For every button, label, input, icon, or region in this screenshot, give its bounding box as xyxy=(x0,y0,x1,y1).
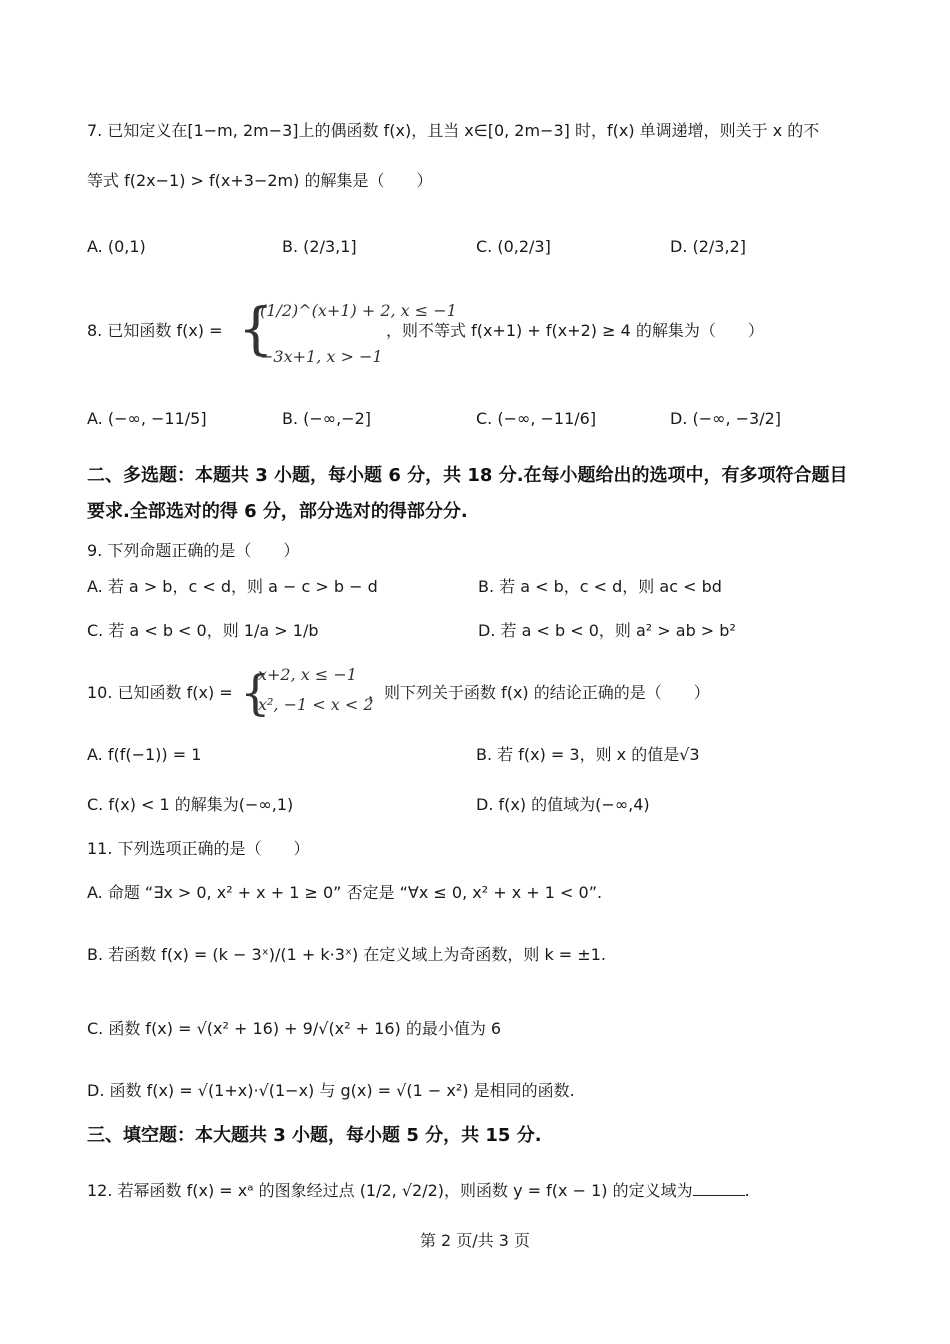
q11-stem: 11. 下列选项正确的是（ ） xyxy=(87,839,310,858)
section3-heading: 三、填空题：本大题共 3 小题，每小题 5 分，共 15 分. xyxy=(87,1125,542,1146)
q12-answer-blank xyxy=(693,1195,745,1196)
q12-suffix: . xyxy=(744,1181,750,1200)
q10-option-a: A. f(f(−1)) = 1 xyxy=(87,745,202,764)
q9-option-b: B. 若 a < b，c < d，则 ac < bd xyxy=(478,577,722,596)
page-footer: 第 2 页/共 3 页 xyxy=(419,1231,531,1250)
q7-option-d: D. (2/3,2] xyxy=(670,237,746,256)
q9-option-c: C. 若 a < b < 0，则 1/a > 1/b xyxy=(87,621,319,640)
q7-option-c: C. (0,2/3] xyxy=(476,237,551,256)
q9-stem: 9. 下列命题正确的是（ ） xyxy=(87,541,300,560)
q8-case1: (1/2)^(x+1) + 2, x ≤ −1 xyxy=(260,301,457,320)
q8-piecewise-brace: { xyxy=(238,297,274,362)
q12-prefix: 12. 若幂函数 f(x) = xᵃ 的图象经过点 (1/2, √2/2)，则函数 y = f(x − 1) 的定义域为 xyxy=(87,1181,693,1200)
q10-option-c: C. f(x) < 1 的解集为(−∞,1) xyxy=(87,795,294,814)
q9-option-a: A. 若 a > b，c < d，则 a − c > b − d xyxy=(87,577,378,596)
q11-option-a: A. 命题 “∃x > 0, x² + x + 1 ≥ 0” 否定是 “∀x ≤ 0, x² + x + 1 < 0”. xyxy=(87,883,603,902)
q11-option-d: D. 函数 f(x) = √(1+x)·√(1−x) 与 g(x) = √(1 − x²) 是相同的函数. xyxy=(87,1081,575,1100)
section2-heading-line2: 要求.全部选对的得 6 分，部分选对的得部分分. xyxy=(87,501,468,522)
q8-prefix: 8. 已知函数 f(x) = xyxy=(87,321,223,340)
q12-stem xyxy=(87,1180,877,1202)
q7-option-b: B. (2/3,1] xyxy=(282,237,357,256)
q8-case2: −3x+1, x > −1 xyxy=(260,347,383,366)
q10-case1: x+2, x ≤ −1 xyxy=(258,665,357,684)
q9-option-d: D. 若 a < b < 0，则 a² > ab > b² xyxy=(478,621,736,640)
q7-stem-line2: 等式 f(2x−1) > f(x+3−2m) 的解集是（ ） xyxy=(87,171,433,190)
q11-option-c: C. 函数 f(x) = √(x² + 16) + 9/√(x² + 16) 的最小值为 6 xyxy=(87,1019,502,1038)
q10-prefix: 10. 已知函数 f(x) = xyxy=(87,683,233,702)
q8-suffix: ，则不等式 f(x+1) + f(x+2) ≥ 4 的解集为（ ） xyxy=(386,321,764,340)
q11-option-b: B. 若函数 f(x) = (k − 3ˣ)/(1 + k·3ˣ) 在定义域上为奇函数，则 k = ±1. xyxy=(87,945,606,964)
q10-option-b: B. 若 f(x) = 3，则 x 的值是√3 xyxy=(476,745,700,764)
section2-heading-line1: 二、多选题：本题共 3 小题，每小题 6 分，共 18 分.在每小题给出的选项中，有多项符合题目 xyxy=(87,465,848,486)
q8-option-c: C. (−∞, −11/6] xyxy=(476,409,597,428)
q8-option-b: B. (−∞,−2] xyxy=(282,409,372,428)
q10-option-d: D. f(x) 的值域为(−∞,4) xyxy=(476,795,650,814)
q7-option-a: A. (0,1) xyxy=(87,237,146,256)
q8-option-a: A. (−∞, −11/5] xyxy=(87,409,207,428)
q10-case2: x², −1 < x < 2 xyxy=(258,695,374,714)
q10-piecewise-brace: { xyxy=(240,665,271,721)
q7-stem-line1: 7. 已知定义在[1−m, 2m−3]上的偶函数 f(x)，且当 x∈[0, 2m−3] 时，f(x) 单调递增，则关于 x 的不 xyxy=(87,121,820,140)
q8-option-d: D. (−∞, −3/2] xyxy=(670,409,782,428)
q10-suffix: ，则下列关于函数 f(x) 的结论正确的是（ ） xyxy=(368,683,710,702)
